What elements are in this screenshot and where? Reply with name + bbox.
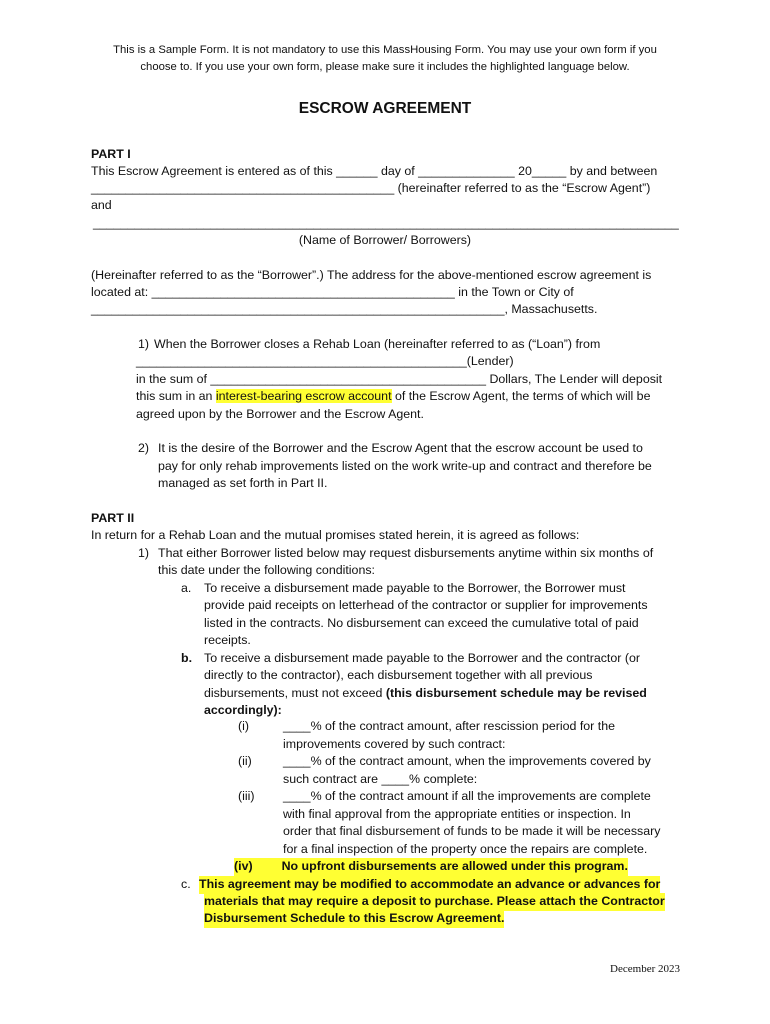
address-paragraph-line: located at: ____________________________________________ in the Town or City of: [91, 285, 574, 299]
condition-b-text: disbursements, must not exceed: [204, 686, 386, 700]
document-title: ESCROW AGREEMENT: [298, 100, 472, 117]
schedule-iv-marker: (iv): [234, 859, 253, 873]
address-paragraph-line: (Hereinafter referred to as the “Borrower”.) The address for the above-mentioned escrow agreement is: [91, 268, 652, 282]
schedule-iv-text: No upfront disbursements are allowed under this program.: [281, 859, 628, 873]
schedule-i-marker: (i): [238, 719, 250, 733]
condition-a-line: listed in the contracts. No disbursement can exceed the cumulative total of paid: [204, 616, 639, 630]
schedule-iii-line: order that final disbursement of funds to be made it will be necessary: [283, 824, 661, 838]
schedule-i-line: improvements covered by such contract:: [283, 737, 506, 751]
condition-c-line: Disbursement Schedule to this Escrow Agreement.: [204, 910, 504, 928]
part-1-item-1-line: When the Borrower closes a Rehab Loan (hereinafter referred to as (“Loan”) from: [154, 337, 601, 351]
schedule-iii-line: for a final inspection of the property once the repairs are complete.: [283, 842, 648, 856]
lender-line: ________________________________________________(Lender): [136, 354, 514, 368]
condition-b-line: To receive a disbursement made payable to the Borrower and the contractor (or: [204, 651, 640, 665]
part-1-line: This Escrow Agreement is entered as of this ______ day of ______________ 20_____ by and between: [91, 164, 658, 178]
footer-date: December 2023: [610, 963, 680, 975]
schedule-ii-line: ____% of the contract amount, when the improvements covered by: [283, 754, 651, 768]
condition-b-line: accordingly):: [204, 703, 282, 717]
part-2-item-1-line: That either Borrower listed below may request disbursements anytime within six months of: [158, 546, 654, 560]
condition-b-bold-text: (this disbursement schedule may be revised: [385, 686, 647, 700]
condition-a-line: receipts.: [204, 633, 251, 647]
deposit-line-text: this sum in an: [136, 389, 216, 403]
borrower-name-line: _____________________________________________________________________________________: [93, 216, 679, 230]
escrow-agent-line: ____________________________________________ (hereinafter referred to as the “Escrow Agent”): [91, 181, 651, 195]
part-1-item-2-line: It is the desire of the Borrower and the Escrow Agent that the escrow account be used to: [158, 441, 643, 455]
sample-form-notice: [60, 42, 710, 76]
part-1-item-2-line: pay for only rehab improvements listed on the work write-up and contract and therefore be: [158, 459, 652, 473]
notice-line-2: choose to. If you use your own form, please make sure it includes the highlighted language below.: [140, 61, 630, 73]
part-2-item-1-number: 1): [138, 546, 150, 560]
highlighted-interest-bearing-account: interest-bearing escrow account: [215, 389, 392, 403]
schedule-iii-line: ____% of the contract amount if all the improvements are complete: [283, 789, 651, 803]
borrower-name-caption: (Name of Borrower/ Borrowers): [298, 233, 472, 247]
schedule-ii-marker: (ii): [238, 754, 252, 768]
condition-c-line: This agreement may be modified to accommodate an advance or advances for: [199, 876, 660, 894]
schedule-iii-marker: (iii): [238, 789, 255, 803]
condition-b-line: [204, 685, 647, 703]
loan-sum-line: in the sum of ________________________________________ Dollars, The Lender will deposit: [136, 372, 663, 386]
condition-a-line: provide paid receipts on letterhead of the contractor or supplier for improvements: [204, 598, 648, 612]
deposit-line: [136, 388, 650, 406]
part-1-item-1-number: 1): [138, 337, 150, 351]
part-1-item-2-number: 2): [138, 441, 150, 455]
condition-b-line: directly to the contractor), each disbursement together with all previous: [204, 668, 593, 682]
address-paragraph-line: ____________________________________________________________, Massachusetts.: [91, 302, 598, 316]
condition-a-marker: a.: [181, 581, 192, 595]
part-2-heading: PART II: [91, 511, 135, 525]
schedule-i-line: ____% of the contract amount, after rescission period for the: [283, 719, 615, 733]
schedule-iii-line: with final approval from the appropriate entities or inspection. In: [283, 807, 631, 821]
part-1-item-2-line: managed as set forth in Part II.: [158, 476, 328, 490]
notice-line-1: This is a Sample Form. It is not mandatory to use this MassHousing Form. You may use your own form if you: [113, 44, 657, 56]
part-1-heading: PART I: [91, 147, 131, 161]
part-2-item-1-line: this date under the following conditions:: [158, 563, 375, 577]
part-2-intro: In return for a Rehab Loan and the mutual promises stated herein, it is agreed as follows:: [91, 528, 580, 542]
condition-a-line: To receive a disbursement made payable to the Borrower, the Borrower must: [204, 581, 626, 595]
condition-c-marker: c.: [181, 877, 191, 891]
and-text: and: [91, 198, 112, 212]
condition-b-marker: b.: [181, 651, 193, 665]
condition-c-line: materials that may require a deposit to purchase. Please attach the Contractor: [204, 893, 665, 911]
deposit-line-text: of the Escrow Agent, the terms of which will be: [391, 389, 651, 403]
schedule-ii-line: such contract are ____% complete:: [283, 772, 478, 786]
part-1-item-1-line: agreed upon by the Borrower and the Escrow Agent.: [136, 407, 424, 421]
schedule-iv-line: [234, 858, 628, 876]
